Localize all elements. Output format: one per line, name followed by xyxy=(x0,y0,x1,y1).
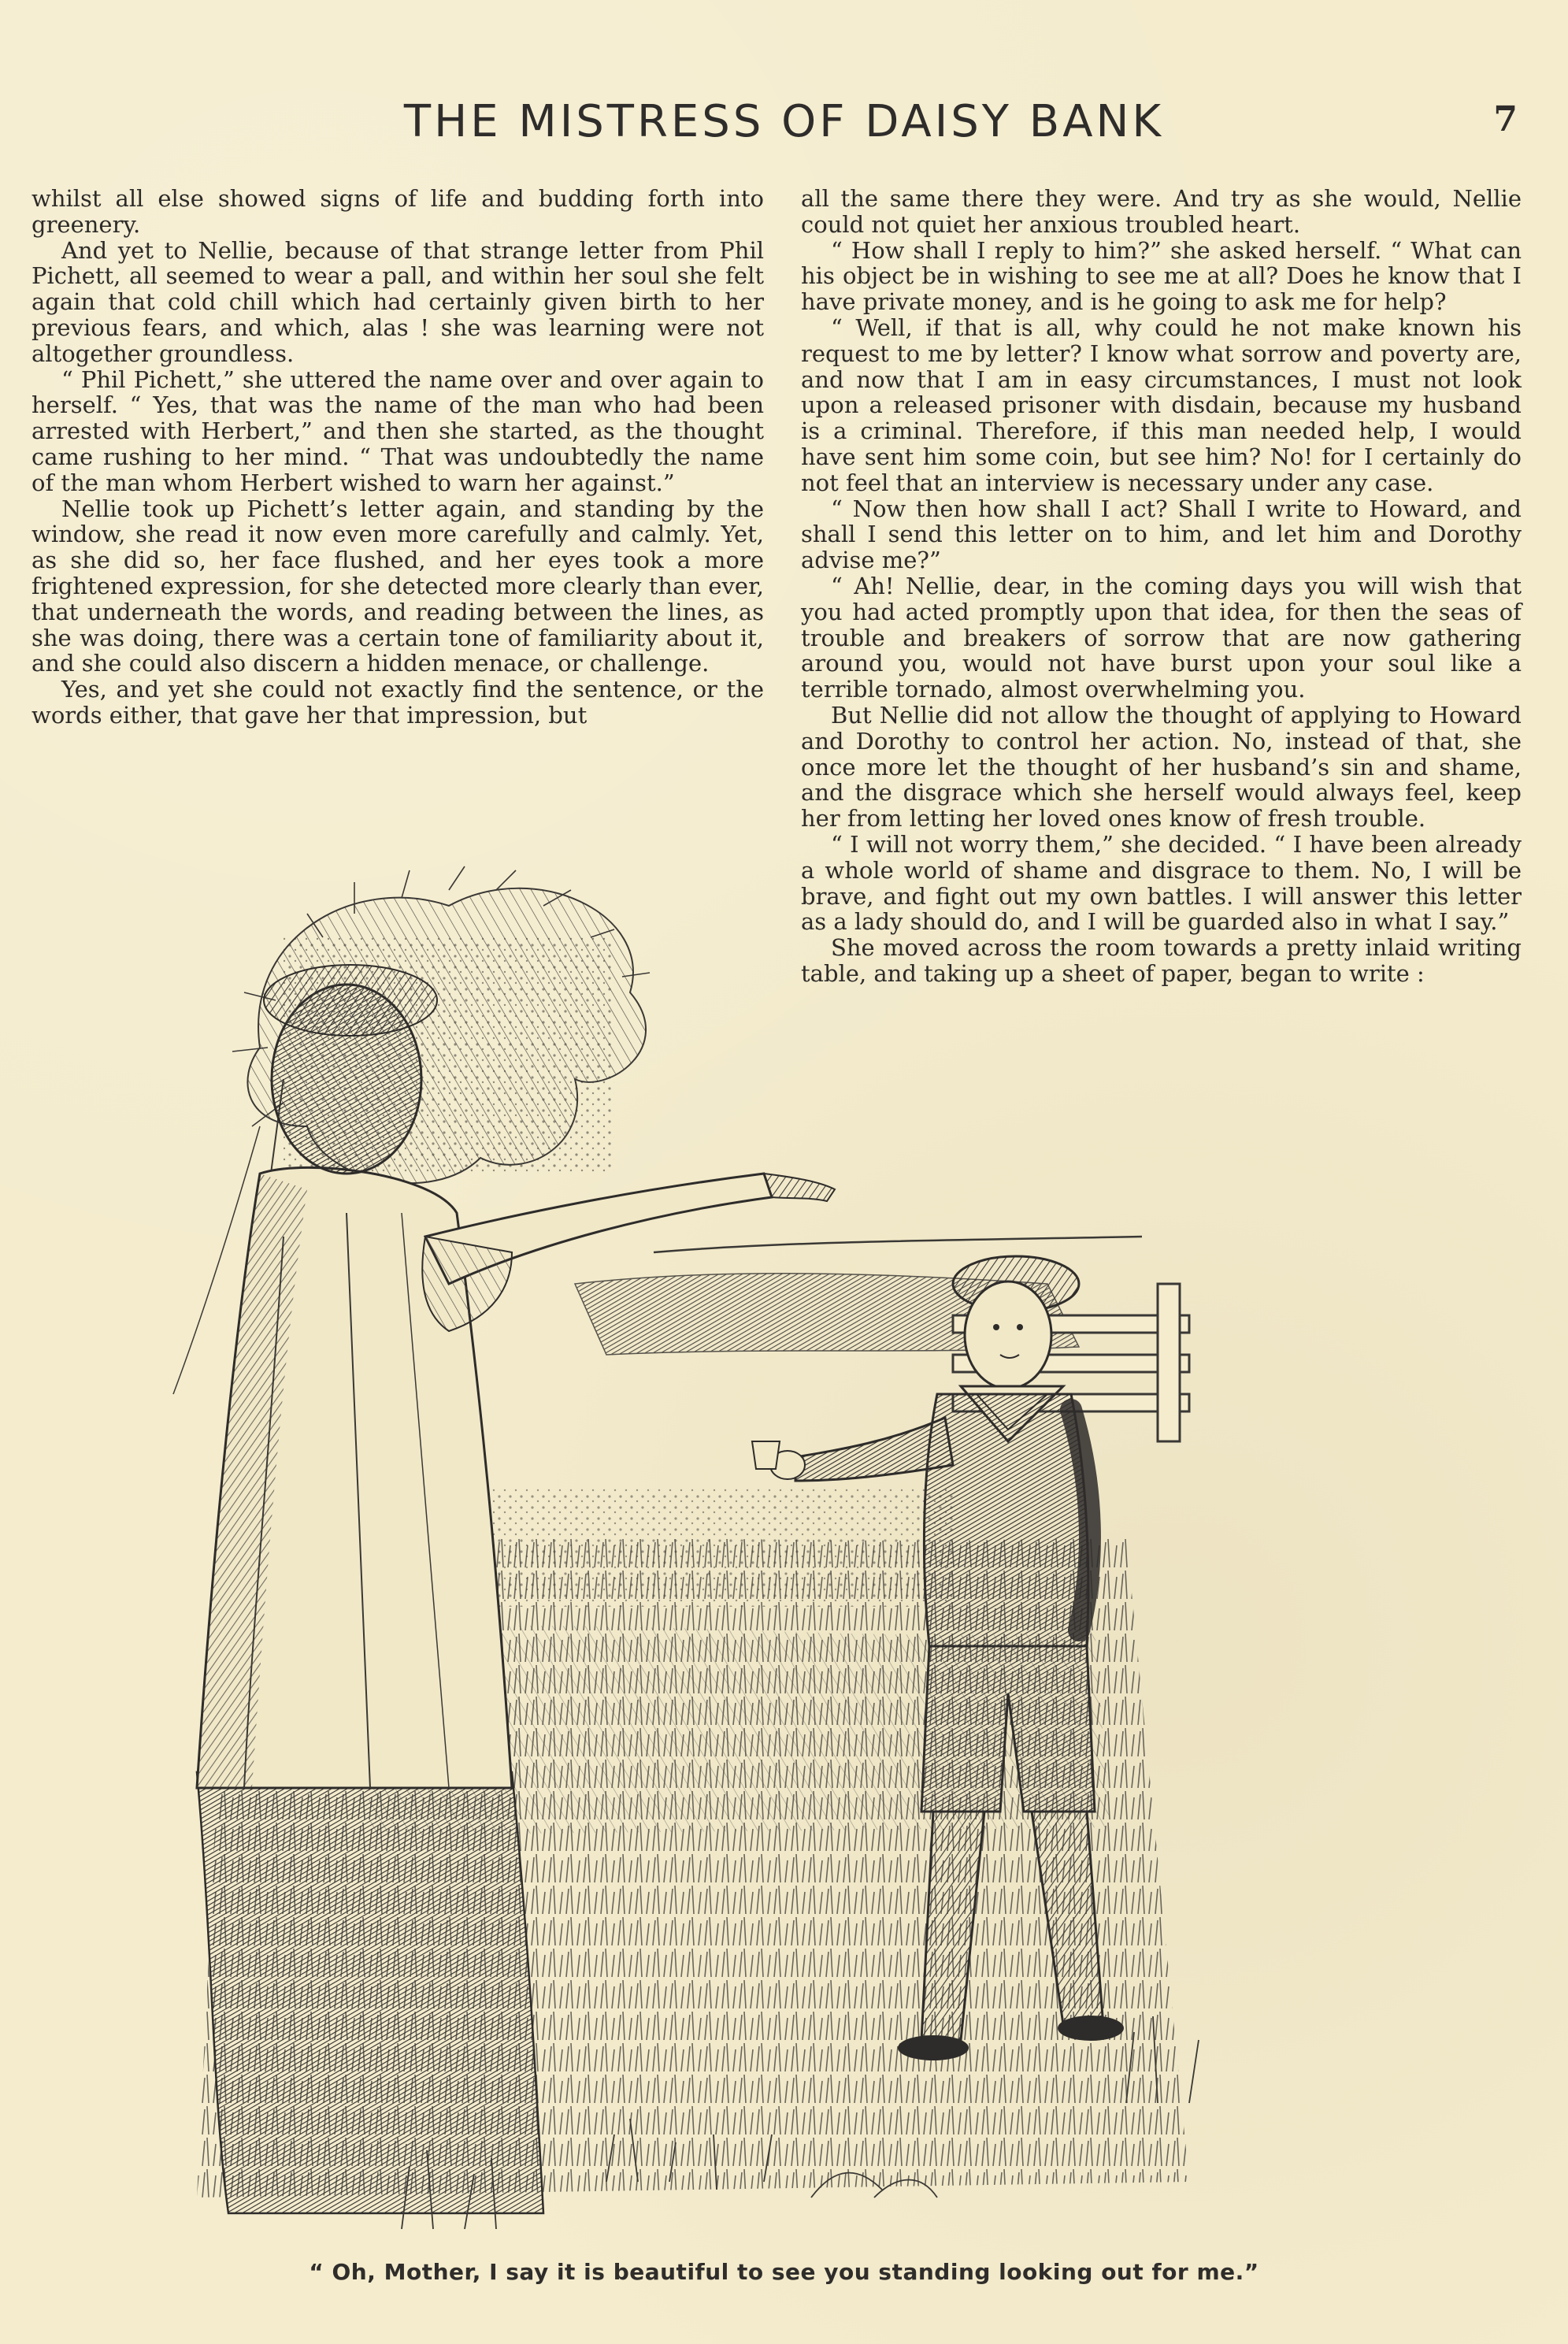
paragraph: “ Well, if that is all, why could he not make known his request to me by letter? I know what sorrow and poverty are, and now that I am in easy circumstances, I must not look upon a released prisoner with disdain, because my husband is a criminal. Therefore, if this man needed help, I would have sent him some coin, but see him? No! for I certainly do not feel that an interview is necessary under any case. xyxy=(801,313,1522,496)
paragraph: She moved across the room towards a pretty inlaid writing table, and taking up a sheet of paper, began to write : xyxy=(801,934,1522,987)
paragraph: all the same there they were. And try as she would, Nellie could not quiet her anxious troubled heart. xyxy=(801,185,1522,238)
paragraph: “ I will not worry them,” she decided. “ I have been already a whole world of shame and disgrace to them. No, I will be brave, and fight out my own battles. I will answer this letter as a lady should do, and I will be guarded also in what I say.” xyxy=(801,830,1522,936)
paragraph: But Nellie did not allow the thought of applying to Howard and Dorothy to control her action. No, instead of that, she once more let the thought of her husband’s sin and shame, and the disgrace which she herself would always feel, keep her from letting her loved ones know of fresh trouble. xyxy=(801,701,1522,833)
running-header-title: THE MISTRESS OF DAISY BANK xyxy=(403,96,1165,147)
left-text-column xyxy=(32,186,764,729)
paragraph: Nellie took up Pichett’s letter again, and standing by the window, she read it now even more carefully and calmly. Yet, as she did so, her face flushed, and her eyes took a more frightened expression, for she detected more clearly than ever, that underneath the words, and reading between the lines, as she was doing, there was a certain tone of familiarity about it, and she could also discern a hidden menace, or challenge. xyxy=(32,495,764,677)
horizon-line xyxy=(654,1237,1142,1252)
page-number: 7 xyxy=(1493,99,1518,139)
illustration-caption: “ Oh, Mother, I say it is beautiful to see you standing looking out for me.” xyxy=(309,2259,1259,2285)
paragraph: Yes, and yet she could not exactly find the sentence, or the words either, that gave her that impression, but xyxy=(32,676,764,729)
paragraph: And yet to Nellie, because of that strange letter from Phil Pichett, all seemed to wear a pall, and within her soul she felt again that cold chill which had certainly given birth to her previous fears, and which, alas ! she was learning were not altogether groundless. xyxy=(32,236,764,367)
paragraph: “ Now then how shall I act? Shall I write to Howard, and shall I send this letter on to him, and let him and Dorothy advise me?” xyxy=(801,495,1522,574)
paragraph: whilst all else showed signs of life and budding forth into greenery. xyxy=(32,185,764,238)
paragraph: “ Phil Pichett,” she uttered the name over and over again to herself. “ Yes, that was the name of the man who had been arrested with Herbert,” and then she started, as the thought came rushing to her mind. “ That was undoubtedly the name of the man whom Herbert wished to warn her against.” xyxy=(32,365,764,496)
paragraph: “ How shall I reply to him?” she asked herself. “ What can his object be in wishing to see me at all? Does he know that I have private money, and is he going to ask me for help? xyxy=(801,236,1522,316)
paragraph: “ Ah! Nellie, dear, in the coming days you will wish that you had acted promptly upon that idea, for then the seas of trouble and breakers of sorrow that are now gathering around you, would not have burst upon your soul like a terrible tornado, almost overwhelming you. xyxy=(801,572,1522,703)
engraving-illustration xyxy=(165,843,1362,2261)
